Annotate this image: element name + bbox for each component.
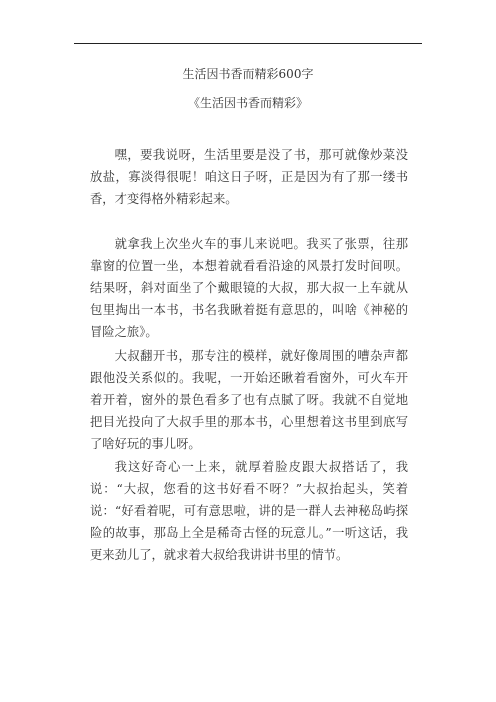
paragraph-1: 嘿，要我说呀，生活里要是没了书，那可就像炒菜没放盐，寡淡得很呢！咱这日子呀，正是因为有了那一缕书香，才变得格外精彩起来。 — [90, 148, 408, 206]
paragraph-4: 我这好奇心一上来，就厚着脸皮跟大叔搭话了，我说：“大叔，您看的这书好看不呀？”大叔抬起头，笑着说：“好看着呢，可有意思啦，讲的是一群人去神秘岛屿探险的故事，那岛上全是稀奇古怪的玩意儿。”一听这话，我更来劲儿了，就求着大叔给我讲讲书里的情节。 — [90, 460, 408, 562]
document-title: 生活因书香而精彩600字 — [182, 67, 314, 81]
header-rule — [74, 43, 422, 44]
document-subtitle: 《生活因书香而精彩》 — [187, 96, 308, 110]
paragraph-2: 就拿我上次坐火车的事儿来说吧。我买了张票，往那靠窗的位置一坐，本想着就看看沿途的风景打发时间呗。结果呀，斜对面坐了个戴眼镜的大叔，那大叔一上车就从包里掏出一本书，书名我瞅着挺有意思的，叫啥《神秘的冒险之旅》。 — [90, 237, 408, 339]
paragraph-3: 大叔翻开书，那专注的模样，就好像周围的嘈杂声都跟他没关系似的。我呢，一开始还瞅着看窗外，可火车开着开着，窗外的景色看多了也有点腻了呀。我就不自觉地把目光投向了大叔手里的那本书，心里想着这书里到底写了啥好玩的事儿呀。 — [90, 349, 408, 451]
